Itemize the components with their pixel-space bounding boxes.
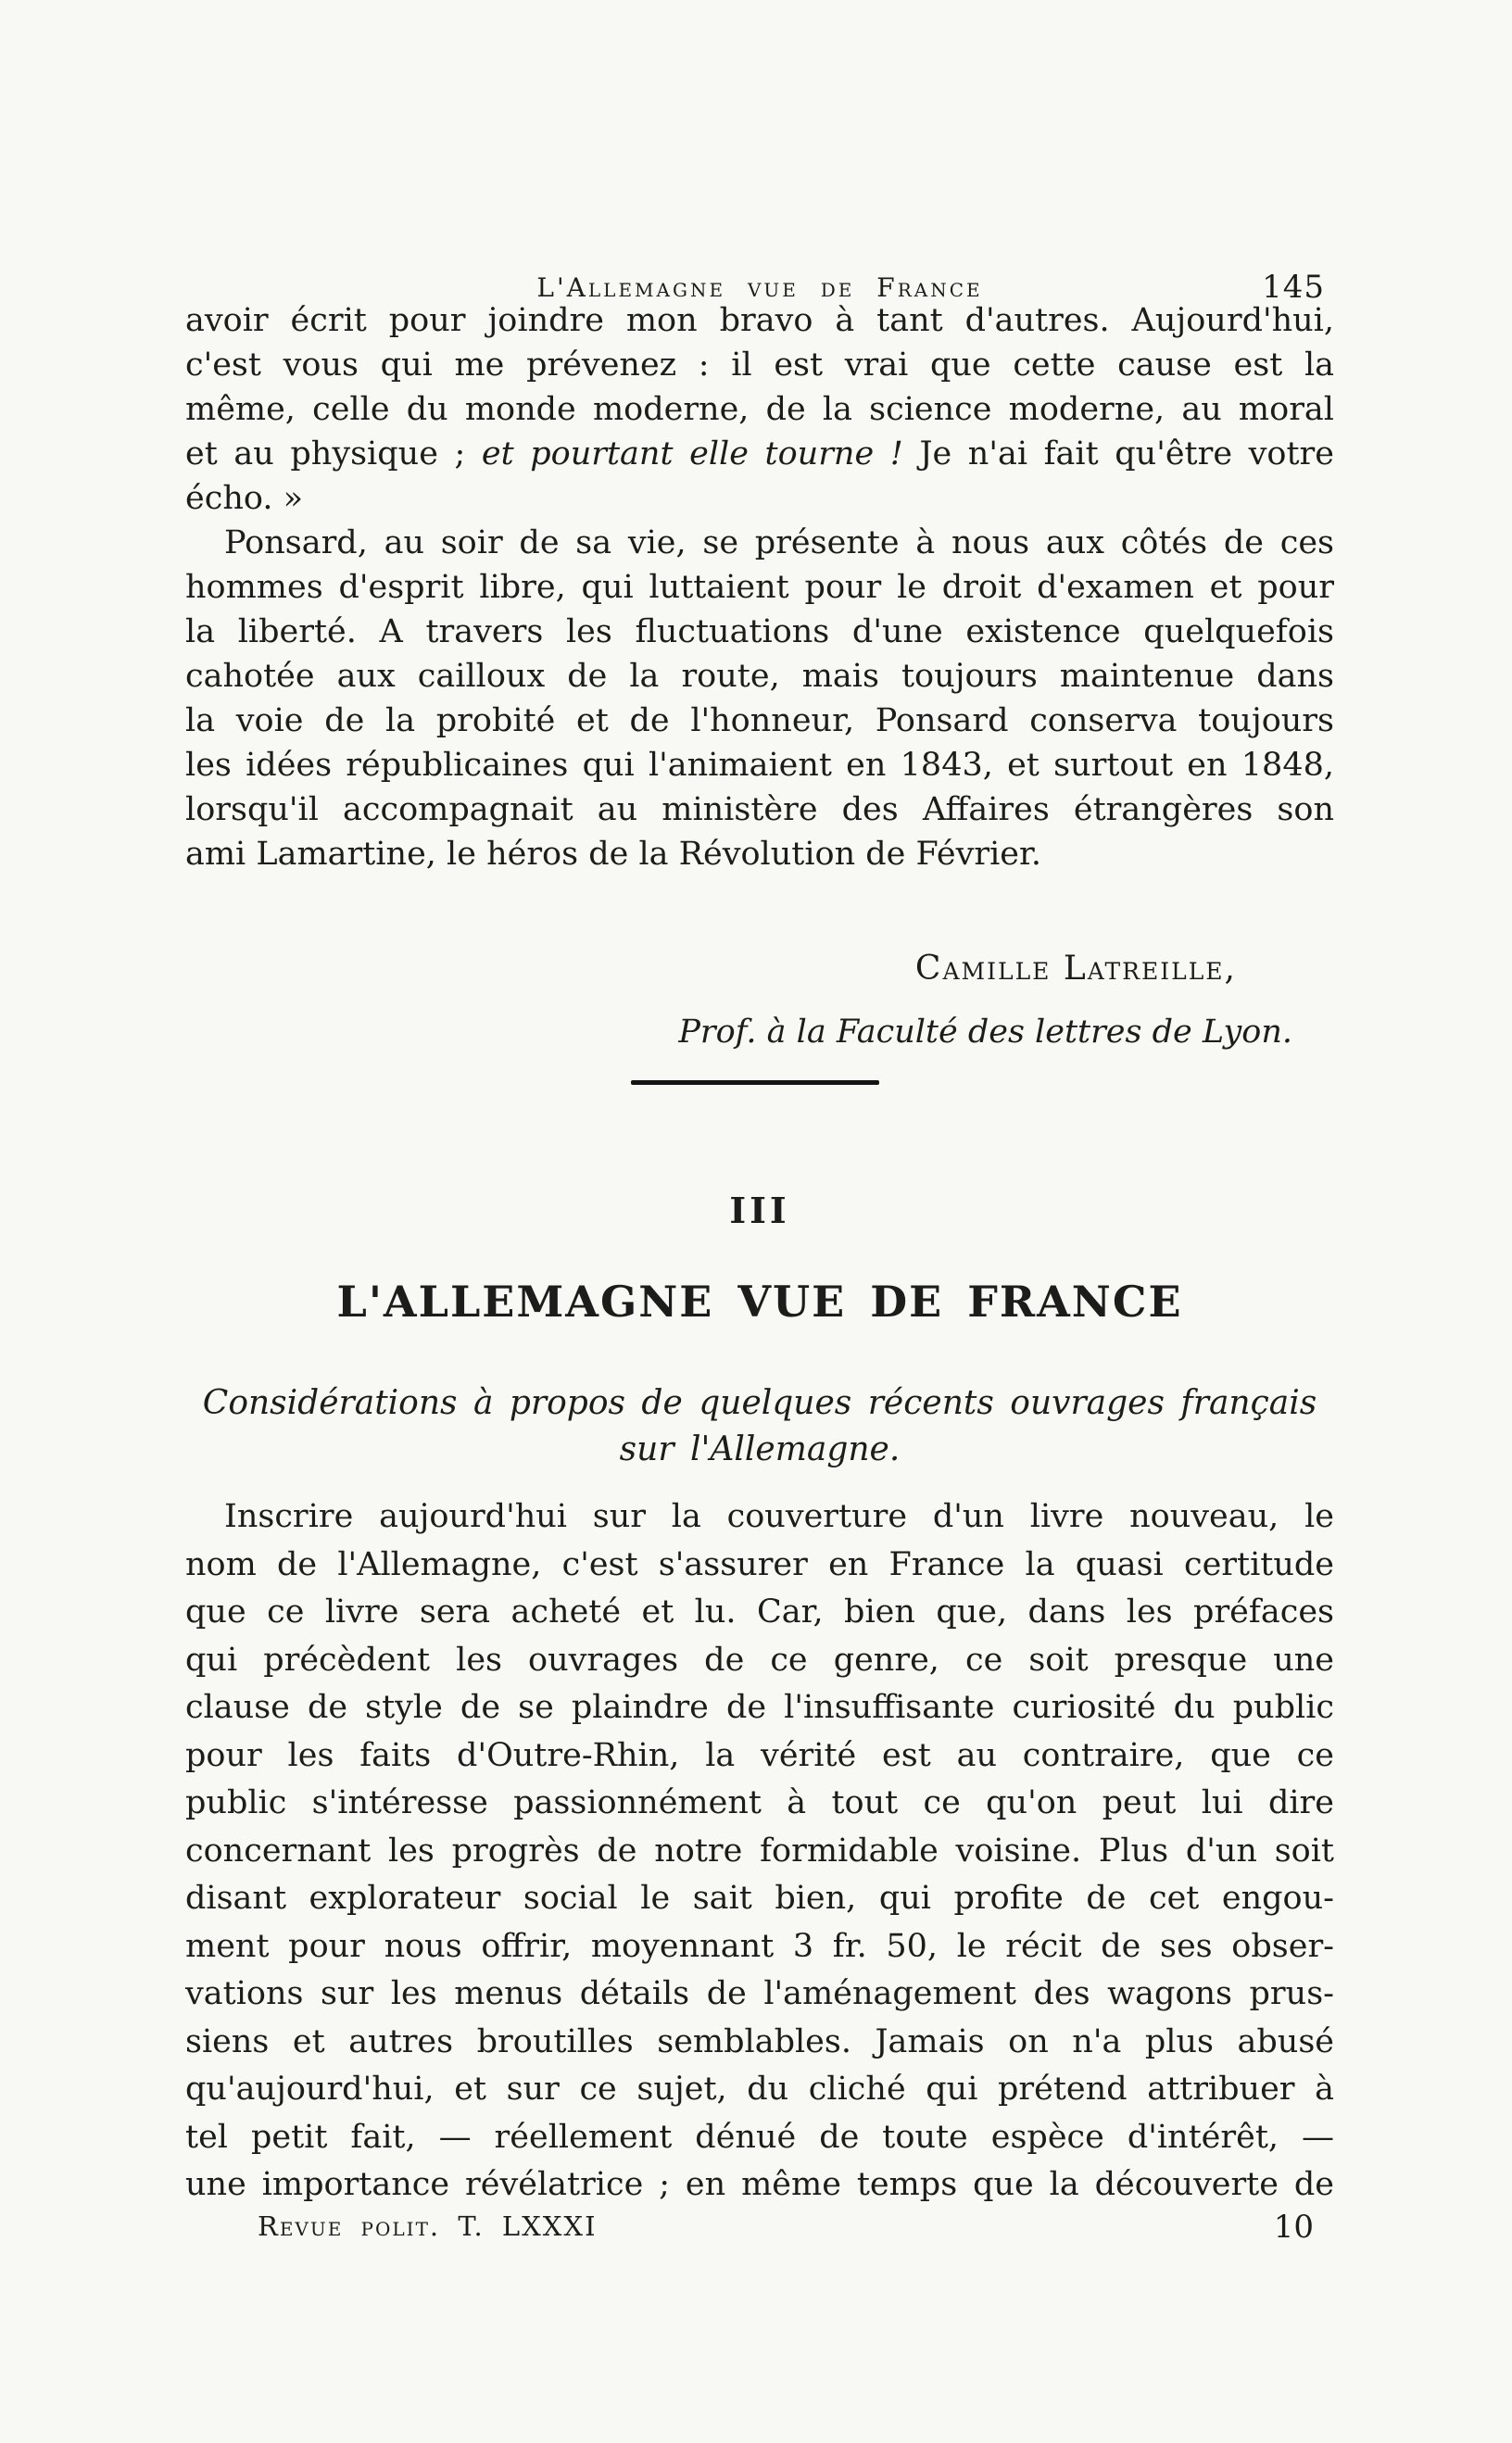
text-line: cahotée aux cailloux de la route, mais toujours maintenue dans [185, 658, 1334, 695]
text-line: disant explorateur social le sait bien, qui profite de cet engou- [185, 1880, 1334, 1917]
signature-block [185, 947, 1334, 1054]
footer-journal: Revue polit. T. LXXXI [258, 2210, 598, 2242]
text-line: ami Lamartine, le héros de la Révolution de Février. [185, 836, 1042, 873]
signature-role: Prof. à la Faculté des lettres de Lyon. [678, 1014, 1292, 1051]
text-line: siens et autres broutilles semblables. Jamais on n'a plus abusé [185, 2022, 1334, 2060]
text-line: pour les faits d'Outre-Rhin, la vérité est au contraire, que ce [185, 1736, 1334, 1774]
text-line: les idées républicaines qui l'animaient en 1843, et surtout en 1848, [185, 747, 1334, 784]
section-number: III [729, 1190, 790, 1231]
text-line: public s'intéresse passionnément à tout ce qu'on peut lui dire [185, 1784, 1334, 1821]
text-line: Inscrire aujourd'hui sur la couverture d'un livre nouveau, le [224, 1498, 1334, 1535]
main-text-bottom [185, 1493, 1334, 2210]
text-line: sur l'Allemagne. [619, 1430, 901, 1468]
text-line: et au physique ; et pourtant elle tourne ! Je n'ai fait qu'être votre [185, 435, 1335, 472]
text-line: concernant les progrès de notre formidable voisine. Plus d'un soit [185, 1832, 1334, 1870]
section-subtitle [185, 1380, 1334, 1473]
text-line: avoir écrit pour joindre mon bravo à tant d'autres. Aujourd'hui, [185, 302, 1334, 339]
text-line: clause de style de se plaindre de l'insuffisante curiosité du public [185, 1689, 1334, 1726]
text-line: vations sur les menus détails de l'aménagement des wagons prus- [185, 1975, 1334, 2012]
section-title: L'ALLEMAGNE VUE DE FRANCE [336, 1277, 1183, 1327]
text-line: nom de l'Allemagne, c'est s'assurer en France la quasi certitude [185, 1545, 1334, 1583]
text-line: qu'aujourd'hui, et sur ce sujet, du cliché qui prétend attribuer à [185, 2071, 1334, 2108]
text-line: lorsqu'il accompagnait au ministère des Affaires étrangères son [185, 791, 1334, 828]
text-line: la liberté. A travers les fluctuations d'une existence quelquefois [185, 613, 1334, 650]
footer-page-number: 10 [1273, 2209, 1314, 2246]
paragraph [185, 521, 1334, 876]
text-line: que ce livre sera acheté et lu. Car, bien que, dans les préfaces [185, 1593, 1334, 1631]
text-line: ment pour nous offrir, moyennant 3 fr. 50, le récit de ses obser- [185, 1927, 1334, 1965]
text-line: qui précèdent les ouvrages de ce genre, ce soit presque une [185, 1641, 1334, 1679]
section-divider-rule [631, 1080, 879, 1085]
text-line: la voie de la probité et de l'honneur, Ponsard conserva toujours [185, 702, 1334, 739]
page-number: 145 [1262, 269, 1325, 306]
text-line: une importance révélatrice ; en même temps que la découverte de [185, 2166, 1334, 2203]
main-text-top [185, 298, 1334, 876]
text-line: Ponsard, au soir de sa vie, se présente à nous aux côtés de ces [224, 524, 1334, 561]
text-line: Considérations à propos de quelques récents ouvrages français [202, 1384, 1317, 1422]
page-footer [185, 2209, 1334, 2246]
text-line: c'est vous qui me prévenez : il est vrai que cette cause est la [185, 346, 1334, 384]
text-line: hommes d'esprit libre, qui luttaient pour le droit d'examen et pour [185, 569, 1334, 606]
text-line: tel petit fait, — réellement dénué de toute espèce d'intérêt, — [185, 2118, 1334, 2156]
signature-name: Camille Latreille, [914, 950, 1237, 988]
running-title: L'Allemagne vue de France [536, 272, 983, 303]
paragraph [185, 298, 1334, 521]
text-line: écho. » [185, 480, 303, 517]
text-line: même, celle du monde moderne, de la science moderne, au moral [185, 391, 1334, 428]
